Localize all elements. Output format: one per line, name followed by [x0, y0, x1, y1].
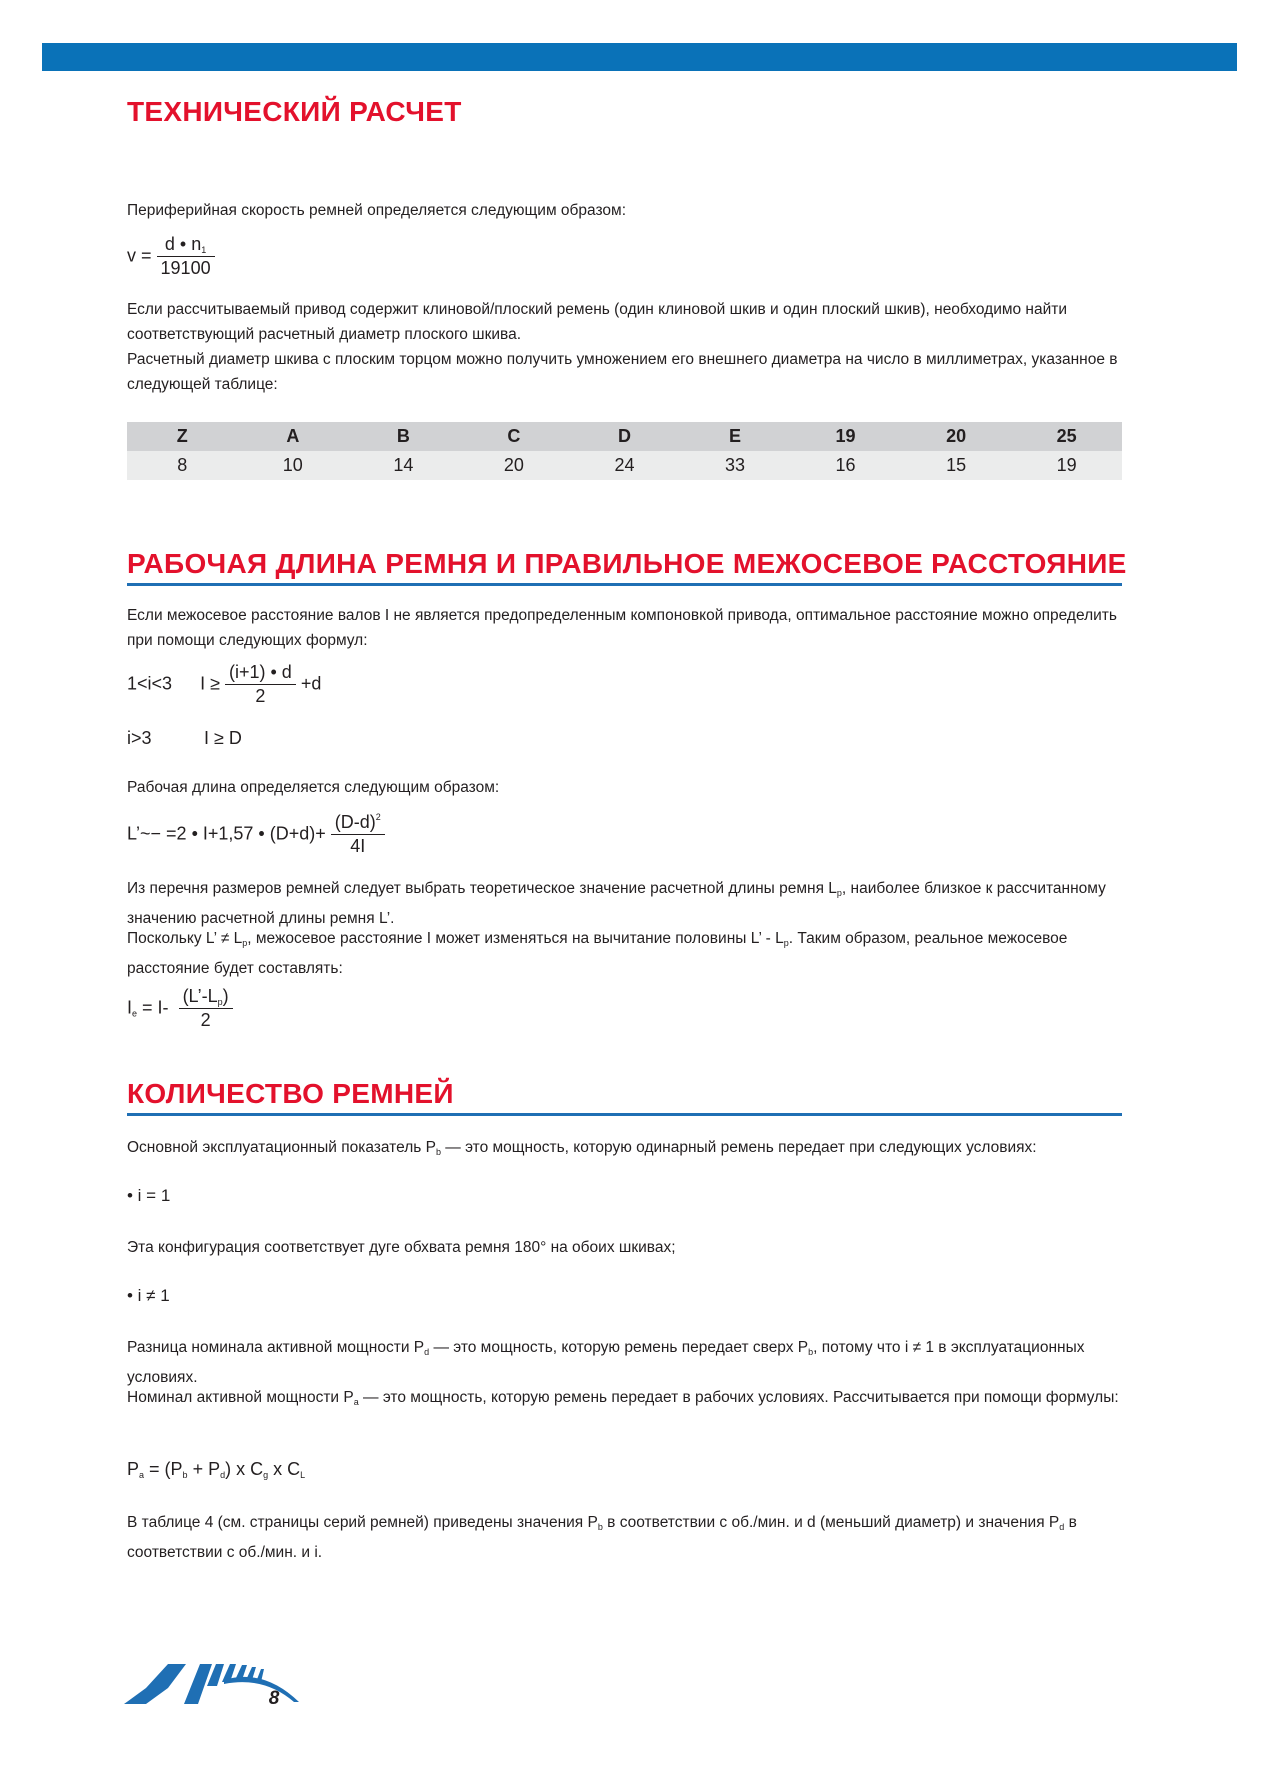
table-cell: 24: [569, 451, 680, 480]
section-title-length: РАБОЧАЯ ДЛИНА РЕМНЯ И ПРАВИЛЬНОЕ МЕЖОСЕВОЕ РАССТОЯНИЕ: [127, 548, 1127, 579]
brand-swoosh-logo-icon: [124, 1658, 302, 1706]
length-paragraph-4: [127, 926, 1122, 981]
formula-velocity-lhs: v =: [127, 245, 152, 266]
section-title-count: КОЛИЧЕСТВО РЕМНЕЙ: [127, 1078, 454, 1109]
formula-condition-2: [127, 728, 242, 749]
subscript: p: [836, 888, 842, 898]
text-run: Поскольку L’ ≠ L: [127, 930, 243, 947]
length-paragraph-3: [127, 876, 1122, 931]
subscript: g: [263, 1470, 269, 1480]
formula-velocity-num-sub: 1: [201, 245, 207, 255]
text-run: , потому что i ≠ 1 в эксплуатационных условиях.: [127, 1339, 1085, 1386]
text-run: = (P: [144, 1459, 183, 1479]
table-cell: 20: [459, 451, 570, 480]
text-run: Основной эксплуатационный показатель P: [127, 1139, 436, 1156]
subscript: b: [435, 1147, 441, 1157]
text-run: — это мощность, которую одинарный ремень передает при следующих условиях:: [440, 1139, 1037, 1156]
table-cell: 14: [348, 451, 459, 480]
subscript: p: [783, 938, 789, 948]
tech-paragraph-2: Если рассчитываемый привод содержит клиновой/плоский ремень (один клиновой шкив и один плоский шкив), необходимо найти соответствующий расчетный диаметр плоского шкива.: [127, 301, 1068, 343]
text-run: в соответствии с об./мин. и i.: [127, 1514, 1077, 1561]
tech-paragraph-3: Расчетный диаметр шкива с плоским торцом можно получить умножением его внешнего диаметра на число в миллиметрах, указанное в следующей таблице:: [127, 351, 1118, 393]
table-row: [127, 451, 1122, 480]
belt-length-den: 4I: [350, 836, 366, 856]
table-header-cell: C: [459, 422, 570, 451]
table-header-cell: 19: [790, 422, 901, 451]
formula-velocity-den: 19100: [160, 258, 211, 278]
real-distance-fraction: [179, 986, 233, 1031]
table-cell: 10: [238, 451, 349, 480]
formula-velocity-fraction: [157, 234, 215, 279]
text-run: В таблице 4 (см. страницы серий ремней) приведены значения P: [127, 1514, 598, 1531]
subscript: b: [182, 1470, 188, 1480]
real-distance-den: 2: [200, 1010, 211, 1030]
condition-1-rhs: +d: [300, 673, 322, 694]
real-distance-lhs-sub: e: [132, 1008, 138, 1019]
subscript: d: [424, 1347, 430, 1357]
table-header-cell: D: [569, 422, 680, 451]
length-paragraph-2: Рабочая длина определяется следующим образом:: [127, 779, 500, 796]
bullet-i-equals-1: • i = 1: [127, 1186, 171, 1205]
belt-length-num: (D-d): [334, 812, 376, 832]
condition-1-range: 1<i<3: [127, 673, 173, 694]
length-paragraph-1: Если межосевое расстояние валов I не является предопределенным компоновкой привода, оптимальное расстояние можно определить при помощи следующих формул:: [127, 607, 1117, 649]
section-title-tech: ТЕХНИЧЕСКИЙ РАСЧЕТ: [127, 96, 462, 127]
count-paragraph-3: [127, 1335, 1122, 1390]
real-distance-num: (L’-L: [182, 986, 218, 1006]
belt-length-lhs: L’~− =2 • I+1,57 • (D+d)+: [127, 823, 326, 844]
subscript: L: [300, 1470, 306, 1480]
table-cell: 8: [127, 451, 238, 480]
belt-length-num-sup: 2: [375, 812, 381, 822]
formula-velocity-num: d • n: [164, 234, 202, 254]
text-run: x C: [268, 1459, 301, 1479]
table-header-cell: A: [238, 422, 349, 451]
real-distance-lhs: I: [127, 997, 133, 1018]
text-run: . Таким образом, реальное межосевое расстояние будет составлять:: [127, 930, 1068, 977]
condition-1-num: (i+1) • d: [225, 662, 296, 685]
subscript: a: [353, 1397, 359, 1407]
text-run: Номинал активной мощности P: [127, 1389, 354, 1406]
section-divider: [127, 1113, 1122, 1116]
subscript: a: [139, 1470, 145, 1480]
table-cell: 19: [1011, 451, 1122, 480]
condition-1-fraction: [225, 662, 296, 707]
subscript: b: [597, 1522, 603, 1532]
top-blue-bar: [42, 43, 1237, 71]
count-paragraph-4: [127, 1385, 1122, 1415]
table-header-cell: E: [680, 422, 791, 451]
pulley-factor-table: [127, 422, 1122, 480]
real-distance-num-sub: p: [217, 997, 223, 1007]
subscript: b: [808, 1347, 814, 1357]
condition-2-expr: I ≥ D: [204, 728, 242, 748]
formula-belt-length: [127, 812, 385, 857]
condition-1-lhs: I ≥: [200, 673, 220, 694]
table-header-cell: Z: [127, 422, 238, 451]
real-distance-num-end: ): [222, 986, 229, 1006]
text-run: , межосевое расстояние I может изменяться на вычитание половины L’ - L: [247, 930, 784, 947]
table-header-cell: B: [348, 422, 459, 451]
table-cell: 16: [790, 451, 901, 480]
text-run: , наиболее близкое к рассчитанному значению расчетной длины ремня L’.: [127, 880, 1106, 927]
subscript: p: [242, 938, 248, 948]
section-divider: [127, 583, 1122, 586]
condition-2-range: i>3: [127, 728, 152, 748]
page-number: 8: [268, 1688, 280, 1706]
count-paragraph-5: [127, 1510, 1122, 1565]
subscript: d: [1059, 1522, 1065, 1532]
table-header-cell: 20: [901, 422, 1012, 451]
formula-condition-1: [127, 662, 321, 707]
formula-real-distance: [127, 986, 233, 1031]
subscript: d: [220, 1470, 226, 1480]
text-run: Разница номинала активной мощности P: [127, 1339, 425, 1356]
formula-velocity: [127, 234, 215, 279]
table-header-cell: 25: [1011, 422, 1122, 451]
table-header-row: [127, 422, 1122, 451]
belt-length-fraction: [331, 812, 385, 857]
formula-active-power: [127, 1459, 305, 1480]
text-run: ) x C: [225, 1459, 264, 1479]
text-run: P: [127, 1459, 140, 1479]
real-distance-mid: = I-: [137, 997, 174, 1018]
text-run: — это мощность, которую ремень передает сверх P: [429, 1339, 809, 1356]
table-cell: 33: [680, 451, 791, 480]
text-run: + P: [187, 1459, 221, 1479]
table-cell: 15: [901, 451, 1012, 480]
count-paragraph-2: Эта конфигурация соответствует дуге обхвата ремня 180° на обоих шкивах;: [127, 1239, 676, 1256]
condition-1-den: 2: [255, 686, 266, 706]
count-paragraph-1: [127, 1135, 1122, 1165]
tech-paragraph-1: Периферийная скорость ремней определяется следующим образом:: [127, 202, 626, 219]
text-run: в соответствии с об./мин. и d (меньший диаметр) и значения P: [602, 1514, 1060, 1531]
bullet-i-not-1: • i ≠ 1: [127, 1286, 170, 1305]
text-run: — это мощность, которую ремень передает в рабочих условиях. Рассчитывается при помощи формулы:: [358, 1389, 1119, 1406]
text-run: Из перечня размеров ремней следует выбрать теоретическое значение расчетной длины ремня L: [127, 880, 837, 897]
